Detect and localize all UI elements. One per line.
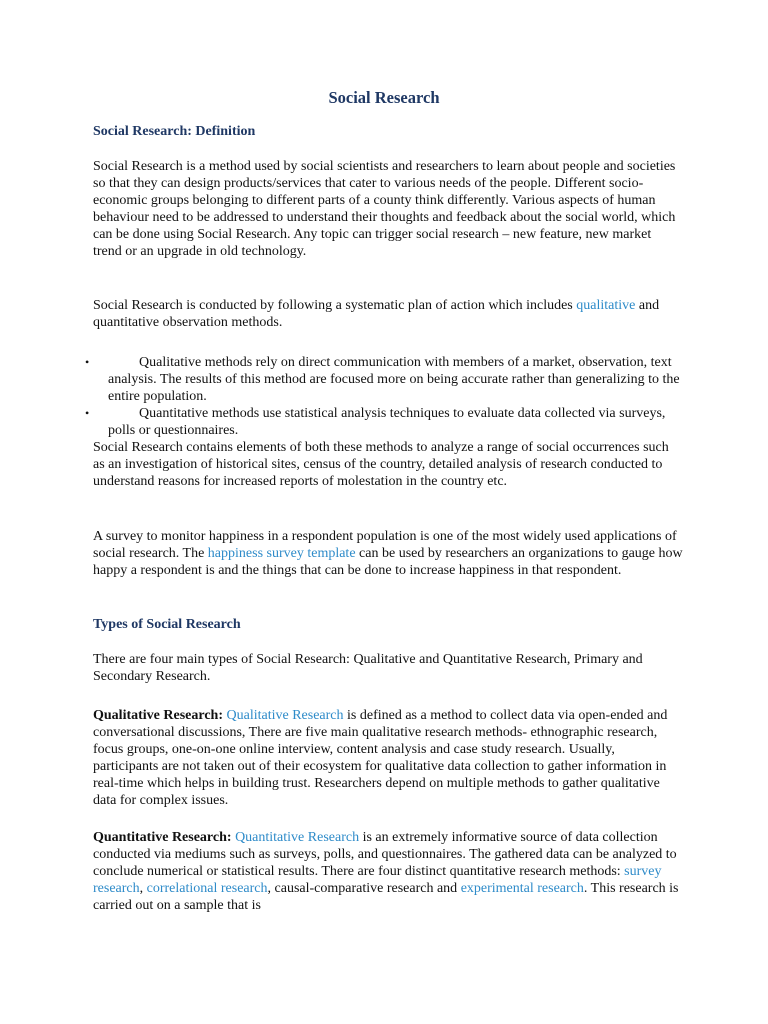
paragraph-quantitative-research <box>93 829 683 914</box>
definition-heading: Social Research: Definition <box>93 124 256 139</box>
bullet-text: Qualitative methods rely on direct communication with members of a market, observation, text analysis. The results of this method are focused more on being accurate rather than generalizing to the entire population. <box>108 355 680 404</box>
bullet-icon: • <box>85 355 90 369</box>
quantitative-research-text-mid: , causal-comparative research and <box>267 881 461 896</box>
paragraph-happiness-text: A survey to monitor happiness in a respondent population is one of the most widely used applications of social research. The <box>93 529 677 561</box>
paragraph-methods-text: Social Research is conducted by following a systematic plan of action which includes <box>93 298 577 313</box>
survey-research-link[interactable]: survey research <box>93 864 662 896</box>
qualitative-research-text: is defined as a method to collect data via open-ended and conversational discussions, There are five main qualitative research methods- ethnographic research, focus groups, one-on-one online interview, content analysis and case study research. Usually, participants are not taken out of their ecosystem for qualitative data collection to gather information in real-time which helps in building trust. Researchers depend on multiple methods to gather qualitative data for complex issues. <box>93 708 668 808</box>
bullet-icon: • <box>85 406 90 420</box>
document-title: Social Research <box>328 88 440 107</box>
qualitative-research-link[interactable]: Qualitative Research <box>226 708 344 723</box>
experimental-research-link[interactable]: experimental research <box>460 881 584 896</box>
paragraph-types: There are four main types of Social Research: Qualitative and Quantitative Research, Primary and Secondary Research. <box>93 652 643 684</box>
quantitative-research-link[interactable]: Quantitative Research <box>235 830 360 845</box>
qualitative-link[interactable]: qualitative <box>576 298 636 313</box>
quantitative-research-text-end: . This research is carried out on a sample that is <box>93 881 679 913</box>
link-separator: , <box>139 881 147 896</box>
types-heading: Types of Social Research <box>93 617 241 632</box>
quantitative-research-text: is an extremely informative source of data collection conducted via mediums such as surveys, polls, and questionnaires. The gathered data can be analyzed to conclude numerical or statistical results. There are four distinct quantitative research methods: <box>93 830 677 879</box>
paragraph-happiness <box>93 528 683 579</box>
correlational-research-link[interactable]: correlational research <box>146 881 268 896</box>
paragraph-intro: Social Research is a method used by social scientists and researchers to learn about people and societies so that they can design products/services that cater to various needs of the people. Different socio-economic groups belonging to different parts of a county think differently. Various aspects of human behaviour need to be addressed to understand their thoughts and feedback about the social world, which can be done using Social Research. Any topic can trigger social research – new feature, new market trend or an upgrade in old technology. <box>93 159 676 259</box>
paragraph-methods <box>93 297 683 331</box>
happiness-survey-template-link[interactable]: happiness survey template <box>207 546 356 561</box>
bullet-text: Quantitative methods use statistical analysis techniques to evaluate data collected via surveys, polls or questionnaires. <box>108 406 666 438</box>
quantitative-research-lead: Quantitative Research: <box>93 830 232 845</box>
paragraph-elements: Social Research contains elements of both these methods to analyze a range of social occurrences such as an investigation of historical sites, census of the country, detailed analysis of research conducted to understand reasons for increased reports of molestation in the country etc. <box>93 440 669 489</box>
paragraph-methods-text-end: and quantitative observation methods. <box>93 298 660 330</box>
qualitative-research-lead: Qualitative Research: <box>93 708 223 723</box>
paragraph-happiness-text-end: can be used by researchers an organizations to gauge how happy a respondent is and the things that can be done to increase happiness in that respondent. <box>93 546 683 578</box>
paragraph-qualitative-research <box>93 707 683 809</box>
